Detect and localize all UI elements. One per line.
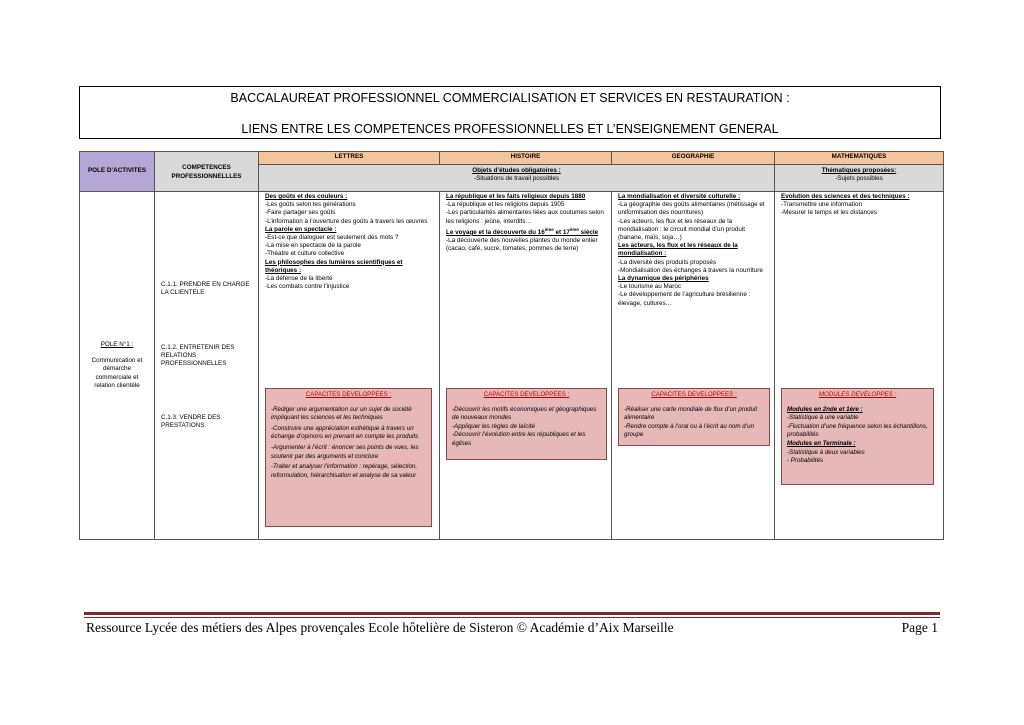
footer — [86, 620, 940, 636]
subheader-lhg-text: -Situations de travail possibles — [473, 175, 560, 183]
subheader-math — [775, 165, 944, 192]
lettres-item: -La défense de la liberté — [265, 275, 333, 283]
capacity-item: -Réaliser une carte mondiale de flux d’un produit alimentaire — [624, 405, 758, 422]
capacity-item: -Rendre compte à l’oral ou à l’écrit au nom d’un groupe — [624, 422, 755, 439]
subheader-math-title: Thématiques proposées: — [821, 167, 897, 174]
document-title-box — [79, 86, 941, 139]
header-mathematiques: MATHEMATIQUES — [775, 152, 944, 165]
histoire-heading-2: Le voyage et la découverte du 16ème et 17ème siècle — [446, 226, 599, 236]
competence-c11: C.1.1. PRENDRE EN CHARGE LA CLIENTELE — [161, 281, 250, 297]
subheader-math-text: -Sujets possibles — [835, 175, 883, 183]
histoire-cell — [440, 192, 612, 540]
geographie-capacities-title: CAPACITES DEVELOPPEES : — [651, 391, 737, 398]
lettres-cell — [259, 192, 440, 540]
lettres-heading-3: Les philosophes des lumières scientifiques et théoriques : — [265, 258, 403, 274]
math-modules-title: MODULES DEVELOPPES : — [818, 391, 897, 398]
pole-cell — [80, 192, 155, 540]
geographie-heading-3: La dynamique des périphéries — [618, 275, 709, 283]
lettres-item: -Théatre et culture collective — [265, 250, 345, 258]
capacity-item: -Argumenter à l’écrit : énoncer ses points de vues, les soutenir par des arguments et conclure — [271, 443, 419, 460]
lettres-item: -Les goûts selon les générations — [265, 201, 356, 209]
lettres-heading-2: La parole en spectacle : — [265, 225, 337, 233]
histoire-item: -La république et les religions depuis 1905 — [446, 201, 565, 209]
math-item: -Mesurer le temps et les distances — [781, 209, 877, 217]
competences-cell — [155, 192, 259, 540]
mathematiques-cell — [775, 192, 944, 540]
capacity-item: -Appliquer les règles de laïcité — [452, 422, 535, 430]
math-module-item: -Statistique à une variable — [787, 414, 859, 422]
math-modules-box — [781, 388, 934, 485]
header-lettres: LETTRES — [259, 152, 440, 165]
competence-c12: C.1.2. ENTRETENIR DES RELATIONS PROFESSIONNELLES — [161, 344, 235, 368]
geographie-cell — [612, 192, 775, 540]
histoire-capacities-box — [446, 388, 607, 460]
subheader-lhg — [259, 165, 775, 192]
histoire-item: -La découverte des nouvelles plantes du monde entier (cacao, café, sucre, tomates, pommes de terre) — [446, 237, 598, 253]
subheader-lhg-title: Objets d’études obligatoires : — [472, 167, 561, 174]
footer-rule-thin — [84, 617, 940, 618]
lettres-item: -L’information à l’ouverture des goûts à travers les œuvres — [265, 217, 428, 225]
histoire-capacities-title: CAPACITES DEVELOPPEES : — [483, 391, 570, 398]
lettres-capacities-title: CAPACITES DEVELOPPEES : — [305, 391, 392, 398]
capacity-item: -Traiter et analyser l’information : repérage, sélection, reformulation, hiérarchisation et analyse de sa valeur — [271, 463, 418, 479]
header-competences: COMPETENCES PROFESSIONNELLLES — [155, 152, 259, 192]
geographie-item: -La diversité des produits proposés — [618, 258, 717, 266]
geographie-heading-2: Les acteurs, les flux et les réseaux de la mondialisation : — [618, 242, 738, 258]
header-histoire: HISTOIRE — [440, 152, 612, 165]
histoire-heading-1: La république et les faits religieux depuis 1880 — [446, 193, 586, 200]
competences-table — [79, 151, 944, 540]
header-pole: POLE D’ACTIVITES — [80, 152, 155, 192]
math-modules-heading-1: Modules en 2nde et 1ère : — [787, 405, 863, 413]
geographie-item: -Le développement de l’agriculture brésilienne : élevage, cultures… — [618, 291, 751, 307]
capacity-item: -Rédiger une argumentation sur un sujet de société impliquant les sciences et les techniques — [271, 405, 412, 422]
lettres-item: -Est-ce que dialoguer est seulement des mots ? — [265, 234, 399, 242]
lettres-item: -La mise en spectacle de la parole — [265, 242, 361, 250]
lettres-item: -Faire partager ses goûts — [265, 209, 336, 217]
math-module-item: -Fluctuation d’une fréquence selon les échantillons, probabilités — [787, 422, 928, 439]
geographie-item: -La géographie des goûts alimentaires (métissage et uniformisation des nourritures) — [618, 201, 765, 217]
math-module-item: - Probabilités — [787, 457, 824, 465]
header-geographie: GEOGRAPHIE — [612, 152, 775, 165]
footer-rule-thick — [84, 612, 940, 615]
geographie-item: -Les acteurs, les flux et les réseaux de la mondialisation : le circuit mondial d’un produit (banane, maïs, soja…) — [618, 217, 746, 242]
footer-page-number: Page 1 — [901, 620, 938, 635]
footer-source: Ressource Lycée des métiers des Alpes provençales Ecole hôtelière de Sisteron © Académie d’Aix Marseille — [86, 620, 674, 635]
histoire-item: -Les particularités alimentaires liées aux coutumes selon les religions : jeûne, interdits… — [446, 209, 604, 225]
math-heading-1: Evolution des sciences et des techniques : — [781, 193, 910, 200]
geographie-heading-1: La mondialisation et diversité culturelle : — [618, 193, 741, 200]
capacity-item: -Découvrir l’évolution entre les républiques et les églises — [452, 431, 586, 447]
lettres-item: -Les combats contre l’injustice — [265, 283, 350, 291]
lettres-capacities-box — [265, 388, 432, 527]
pole-text: Communication et démarche commerciale et relation clientèle — [91, 357, 143, 389]
lettres-heading-1: Des goûts et des couleurs : — [265, 193, 348, 200]
geographie-item: -Le tourisme au Maroc — [618, 283, 681, 291]
math-modules-heading-2: Modules en Terminale : — [787, 439, 856, 447]
competence-c13: C.1.3. VENDRE DES PRESTATIONS — [161, 414, 221, 430]
math-item: -Transmettre une information — [781, 201, 862, 209]
capacity-item: -Découvrir les motifs économiques et géographiques de nouveaux mondes — [452, 405, 597, 422]
pole-title: POLE N°1 : — [100, 340, 134, 348]
title-line-1: BACCALAUREAT PROFESSIONNEL COMMERCIALISATION ET SERVICES EN RESTAURATION : — [230, 91, 790, 105]
title-line-2: LIENS ENTRE LES COMPETENCES PROFESSIONNELLES ET L’ENSEIGNEMENT GENERAL — [241, 122, 779, 136]
geographie-item: -Mondialisation des échanges à travers la nourriture — [618, 266, 763, 274]
math-module-item: -Statistique à deux variables — [787, 448, 865, 456]
geographie-capacities-box — [618, 388, 770, 446]
capacity-item: -Construire une appréciation esthétique à travers un échange d’opinons en prenant en compte les produits — [271, 424, 419, 441]
